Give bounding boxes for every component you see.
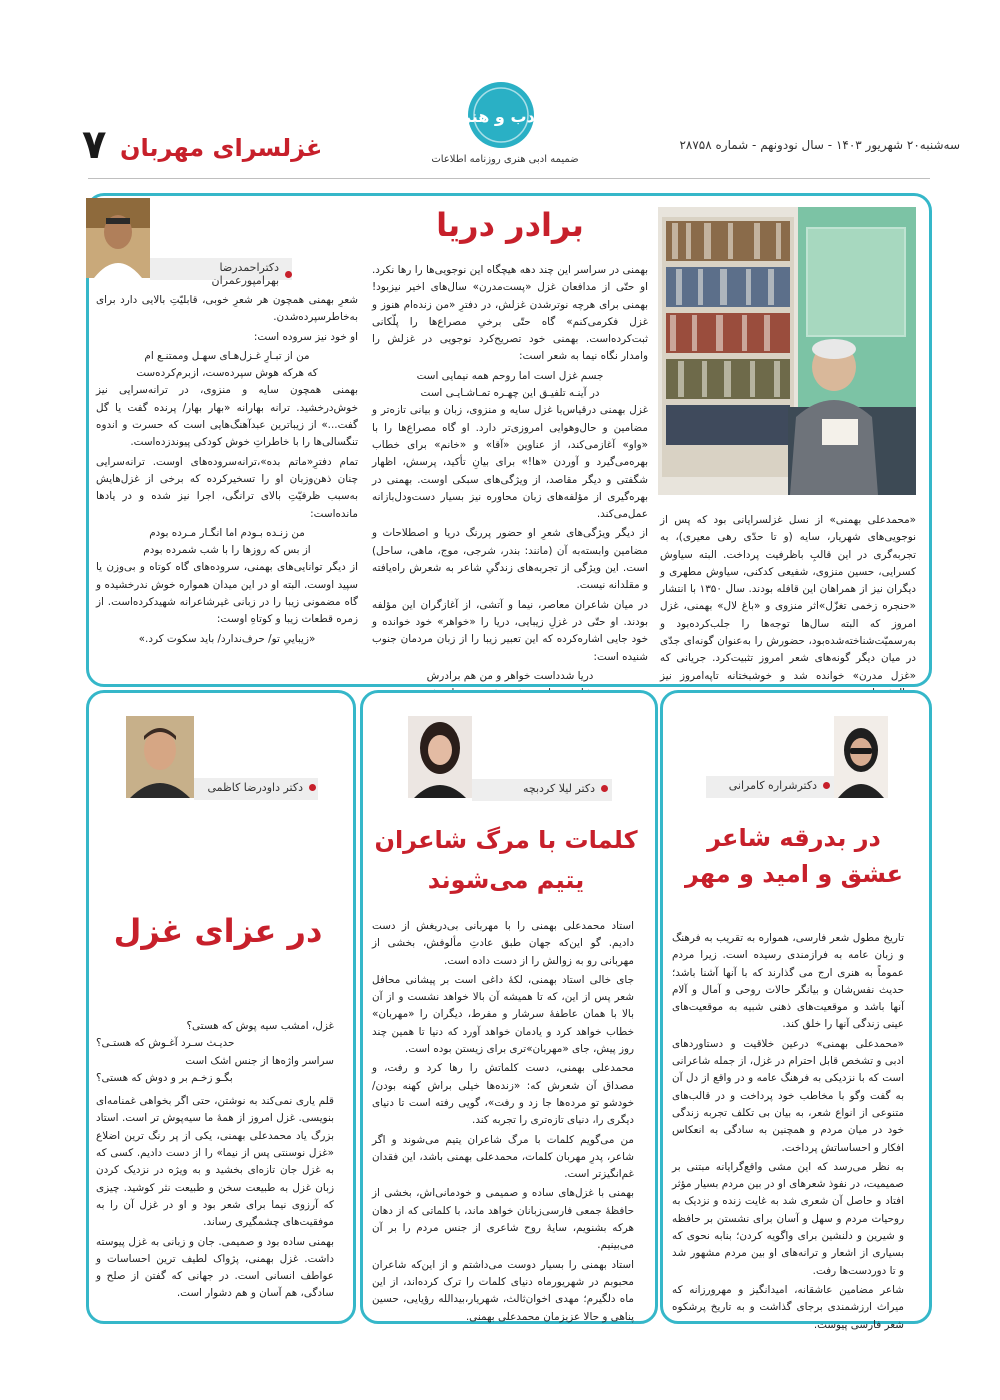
bottom-right-author: دکترشراره کامرانی	[728, 779, 817, 792]
verse-line: جسم غزل است اما روحم همه نیمایی است	[416, 369, 604, 382]
paragraph: بهمنی همچون سایه و منزوی، در ترانه‌سرایی نیز خوش‌درخشید. ترانه بهارانه «بهار بهار/ پرنده گفت یا گل گفت...» از زیباترین عبدآهنگ‌هایی است که حسرت و اندوه تنگسالی‌ها را با خاطراتِ خوش کودکی پیوندزده‌است.	[96, 384, 358, 449]
byline-dot	[309, 784, 316, 791]
author-photo	[86, 198, 150, 278]
bottom-right-title-line1: در بدرقه شاعر	[707, 824, 881, 852]
bottom-middle-byline	[480, 782, 608, 795]
paragraph: استاد بهمنی را بسیار دوست می‌داشتم و از این‌که شاعران محبوبم در شهریورماه دنیای کلمات را ترک کرده‌اند، از این ماه دلگیرم؛ مهدی اخوان‌ثالث، شهریار،بیدالله رؤیایی، حسین پناهی و حالا عزیزمان محمدعلی بهمنی.	[372, 1258, 634, 1323]
paragraph: در میان شاعران معاصر، نیما و آتشی، از آغازگران این مؤلفه بودند. او حتّی در غزلِ زیبایی، دریا را «خواهر» خود خوانده و خود جایی اشاره‌کرده که این تعبیر زیبا را از زبان مردمان جنوب شنیده است:	[372, 598, 648, 663]
bottom-middle-author: دکتر لیلا کردبچه	[522, 782, 595, 795]
author-photo	[834, 716, 888, 798]
poem-line: بگـو زخـم بر و دوش که هستی؟	[96, 1071, 233, 1084]
paragraph: قلم یاری نمی‌کند به نوشتن، حتی اگر بخواهی غمنامه‌ای بنویسی. غزل امروز از همهٔ ما سیه‌پوش تر است. استاد بزرگ یاد محمدعلی بهمنی، یکی از پر رنگ ترین اضلاع «غزل نوسنتی پس از نیما» را از دست دادیم. کسی که به غزل جان تازه‌ای بخشید و به ویژه در نزدیک کردن زبان غزل به طبیعت سخن و طبیعت نثر کوشید. چیزی که آرزوی نیما برای شعر بود و او در غزل آن را به موفقیت‌های چشمگیری رساند.	[96, 1095, 334, 1229]
paragraph: به نظر می‌رسد که این مشی واقع‌گرایانه مبتنی بر صمیمیت، در نفوذ شعرهای او در بین مردم بسیار مؤثر افتاد و حاصل آن شعری شد به غایت زنده و نزدیک به روحیات مردم و سهل و آسان برای نشستن بر حافظه و شیرین و دلنشین برای واگویه کردن؛ بنابه نحوی که بسیاری از اشعار و ترانه‌های او بین مردم مشهور شد و تا دوردست‌ها رفت.	[672, 1160, 904, 1277]
verse-line: «زیباییِ تو/ حرف‌ندارد/ باید سکوت کرد.»	[138, 632, 316, 645]
verse-line: من زنـده بـودم اما انگـار مـرده بودم	[149, 526, 305, 539]
top-article-photo	[658, 207, 916, 495]
logo-subtitle: ضمیمه ادبی هنری روزنامه اطلاعات	[431, 154, 579, 165]
bottom-middle-title-line1: کلمات با مرگ شاعران	[374, 826, 638, 854]
top-article-title: برادر دریا	[436, 206, 584, 244]
page-number: ۷	[82, 122, 107, 168]
author-photo	[408, 716, 472, 798]
verse-line: من از تبـارِ غـزل‌هـای سهـل وممتنـع ام	[144, 349, 310, 362]
bottom-right-byline	[706, 779, 830, 792]
verse-line: از بس که روزها را با شب شمرده بودم	[143, 544, 311, 557]
top-article-left-column	[96, 292, 358, 648]
paragraph: شعرِ بهمنی همچون هر شعرِ خوبی، قابلیّتِ بالایی دارد برای به‌خاطرسپرده‌شدن.	[96, 294, 358, 324]
bottom-middle-title-line2: یتیم می‌شوند	[427, 866, 585, 894]
section-title: غزلسرای مهربان	[120, 134, 323, 162]
byline-dot	[285, 271, 292, 278]
logo-emblem	[461, 80, 541, 150]
top-article-author: دکتراحمدرضا بهرامپورعمران	[211, 261, 280, 287]
paragraph: تمام دفترِ«ماتم بده»،ترانه‌سروده‌های اوست. ترانه‌سرایی چنان ذهن‌وزبان او را تسخیرکرده که برخی از غزل‌هایش به‌سبب ظرفیّتِ بالای ترانگی، اجرا نیز شده و در یادها مانده‌است:	[96, 455, 358, 520]
paragraph: محمدعلی بهمنی، دست کلماتش را رها کرد و رفت، و مصداق آن شعرش که: «زنده‌ها خیلی براش کهنه بودن/ خودشو تو مرده‌ها جا زد و رفت»، گویی رفته است تا دنیای دیگری را، دنیای تازه‌تری را تجربه کند.	[372, 1062, 634, 1127]
paragraph: بهمنی با غزل‌های ساده و صمیمی و خودمانی‌اش، بخشی از حافظهٔ جمعی فارسی‌زبانان خواهد ماند، با کلماتی که از دهان هرکه بشنویم، سایهٔ روح شاعری از جنس مردم را بر آن می‌بینیم.	[372, 1187, 634, 1252]
poem-line: حدیـث سـرد آغـوش که هستـی؟	[96, 1037, 235, 1050]
logo-text: ادب و هنر	[461, 107, 541, 126]
paragraph: «محمدعلی بهمنی» درعین خلاقیت و دستاوردهای ادبی و تشخص قابل احترام در غزل، از جمله شاعرانی است که با نزدیکی به فرهنگ عامه و در واقع از دل آن به گفت وگو با مخاطب خود پرداخت و در قالب‌های متنوعی از انواع شعر، به بیان بی تکلف تجربه زندگی خود در میان مردم و همچنین به سادگی به انعکاس افکار و احساساتش پرداخت.	[672, 1037, 904, 1154]
verse-line: که هرکه هوش سپرده‌ست، ازبرم‌کرده‌ست	[136, 367, 318, 380]
top-article-caption: «محمدعلی بهمنی» از نسل غزلسرایانی بود که پس از نوجویی‌های شهریار، سایه (و تا حدّی رهی معیری)، به تجربه‌گری در این قالبِ باظرفیت پرداخت. البته سیاوش کسرایی، حسین منزوی، شفیعی کدکنی، سیاوش مطهری و دیگران نیز از همراهان این قافله بودند. سال ۱۳۵۰ با انتشار «حنجره زخمی تغزّل»اثر منزوی و «باغ لال» بهمنی، غزل امروز که البته سال‌ها توجه‌ها را جلب‌کرده‌بود و به‌رسمیّت‌شناخته‌شده‌بود، حضورش را به‌عنوان گونه‌ای جدّی در میان دیگر گونه‌های شعر امروز تثبیت‌کرد. جریانی که «غزل مدرن» خوانده شد و خوشبختانه تاپه‌امروز نیز	[660, 514, 916, 682]
bottom-middle-body	[372, 918, 634, 1328]
paragraph: از دیگر توانایی‌های بهمنی، سروده‌های گاه کوتاه و بی‌وزن یا سپید اوست. البته او در این میدان همواره خوش ندرخشیده و گاه مضمونی زیبا را در زبانی غیرشاعرانه شهیدکرده‌است. از زمره قطعات زیبا و کوتاهِ اوست:	[96, 561, 358, 626]
logo	[461, 80, 541, 150]
poem-line: سراسر واژه‌ها از جنس اشک است	[185, 1054, 334, 1067]
paragraph: جای خالی استاد بهمنی، لکهٔ داغی است بر پیشانی محافل شعر پس از این، که تا همیشه آن بالا خواهد نشست و از آن بالا با همان عاطفهٔ سرشار و مفرط، دیگران را «مهربان» خطاب خواهد کرد و یادمان خواهد آورد که دنیا تا همین چند روز پیش، جای «مهربان»تری برای زیستن بوده است.	[372, 973, 634, 1056]
paragraph: بهمنی ساده بود و صمیمی. جان و زبانی به غزل پیوسته داشت. غزل بهمنی، پژواک لطیف ترین احساسات و عواطف انسانی است. در جهانی که گفتن از صلح و سادگی، هم آسان و هم دشوار است.	[96, 1235, 334, 1300]
paragraph: استاد محمدعلی بهمنی را با مهربانی بی‌دریغش از دست دادیم. گو این‌که جهان طبق عادتِ مألوفش، بخشی از مهربانی رو به زوالش را از دست داده است.	[372, 920, 634, 967]
paragraph: او خود نیز سروده است:	[253, 330, 358, 343]
bottom-right-body	[672, 930, 904, 1336]
paragraph: از دیگر ویژگی‌های شعرِ او حضور پررنگ دریا و اصطلاحات و مضامین وابسته‌به آن (مانند: بندر، شرجی، موج، ماهی، ساحل) است. این ویژگی از تجربه‌های زندگیِ شاعر به شعرش راه‌یافته و مقلدانه نیست.	[372, 527, 648, 592]
paragraph: غزل بهمنی درقیاس‌با غزل سایه و منزوی، زبان و بیانی تازه‌تر و مضامین و حال‌وهوایی امروزی‌تر دارد. او گاه مصراع‌ها را با «واو» آغازمی‌کند، از عناوین «آقا» و «خانم» برای خطاب بهره‌می‌گیرد و آوردن «ها!» برای بیانِ تأکید، پرسش، اظهار شگفتی و دیگر مقاصد، از ویژگی‌های سبکی اوست. بهمنی در بهره‌گیری از مؤلفه‌های زبان محاوره نیز بسیار دست‌ودل‌بازانه عمل‌می‌کند.	[372, 404, 648, 521]
paragraph: من می‌گویم کلمات با مرگ شاعران یتیم می‌شوند و اگر شاعر، پدرِ مهربان کلمات، محمدعلی بهمنی باشد، این فقدان غم‌انگیزتر است.	[372, 1133, 634, 1181]
byline-dot	[601, 785, 608, 792]
top-article-middle-column	[372, 262, 648, 702]
verse-line: دریا شدداست خواهر و من هم برادرش	[426, 669, 594, 682]
bottom-right-title-line2: عشق و امید و مهر	[684, 860, 904, 888]
top-article-byline	[150, 261, 292, 287]
byline-dot	[823, 782, 830, 789]
issue-date-line: سه‌شنبه۲۰ شهریور ۱۴۰۳ - سال نودونهم - شماره ۲۸۷۵۸	[679, 138, 960, 152]
bottom-left-byline	[198, 781, 316, 794]
paragraph: تاریخ مطول شعر فارسی، همواره به تقریب به فرهنگ و زبان عامه به فرازمندی رسیده است. زیرا مردم عموماً به هنری ارج می گذارند که با آنها آشنا باشد؛ حدیث نفس‌شان و بیانگر حالات روحی و آمال و آلام آنها باشد و موقعیت‌های ذهنی شبیه به موقعیت‌های عینی زندگی آنها را خلق کند.	[672, 932, 904, 1031]
header-divider	[88, 178, 930, 179]
author-photo	[126, 716, 194, 798]
poem-line: غزل، امشب سیه پوش که هستی؟	[186, 1020, 334, 1032]
verse-line: در آینـه تلفیـق این چهـره تمـاشـایـی است	[420, 387, 600, 400]
bottom-left-title: در عزای غزل	[113, 912, 323, 950]
paragraph: بهمنی در سراسر این چند دهه هیچگاه این نوجویی‌ها را رها نکرد. او حتّی از مدافعان غزل «پست‌مدرن» سال‌های اخیر نیزبود! بهمنی برای هرچه نوترشدن غزلش، در دفترِ «من زنده‌ام هنوز و غزل فکرمی‌کنم» گاه حتّی برخیِ مصراع‌ها را پلّکانی ثبت‌کرده‌است. بهمنی خود تصریح‌کرد نوجویی در غزلش را وامدار نگاه نیما به شعر است:	[372, 264, 648, 363]
bottom-left-body	[96, 1018, 334, 1305]
paragraph: شاعر مضامین عاشقانه، امیدانگیز و مهرورزانه که میراث ارزشمندی برجای گذاشت و به تاریخ پرشکوه شعر فارسی پیوست.	[672, 1283, 904, 1331]
bottom-left-author: دکتر داودرضا کاظمی	[207, 781, 303, 794]
